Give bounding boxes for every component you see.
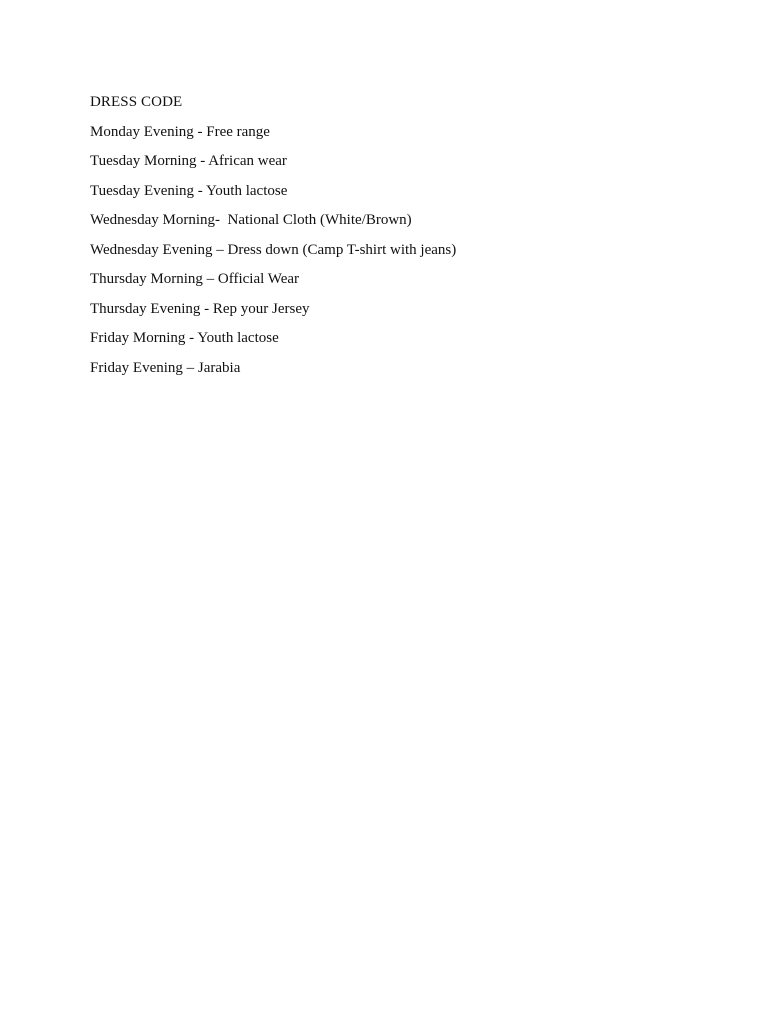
document-title: DRESS CODE bbox=[90, 94, 183, 110]
list-item: Friday Morning - Youth lactose bbox=[90, 330, 279, 346]
list-item: Wednesday Evening – Dress down (Camp T-shirt with jeans) bbox=[90, 241, 457, 258]
list-item: Tuesday Evening - Youth lactose bbox=[90, 182, 288, 199]
dress-code-list bbox=[90, 122, 710, 378]
list-item: Wednesday Morning- National Cloth (White/Brown) bbox=[90, 212, 412, 228]
list-item: Thursday Evening - Rep your Jersey bbox=[90, 300, 310, 317]
list-item: Monday Evening - Free range bbox=[90, 123, 270, 140]
list-item: Thursday Morning – Official Wear bbox=[90, 271, 300, 287]
document-body bbox=[90, 92, 710, 387]
list-item: Friday Evening – Jarabia bbox=[90, 359, 241, 376]
list-item: Tuesday Morning - African wear bbox=[90, 153, 287, 169]
